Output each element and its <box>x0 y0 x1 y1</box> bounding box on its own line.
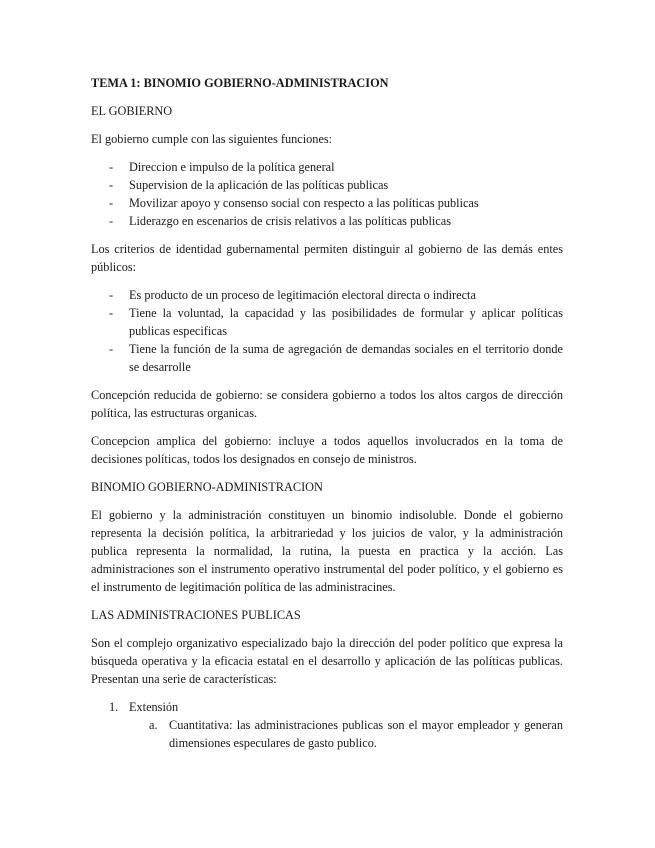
list-item: - Movilizar apoyo y consenso social con respecto a las políticas publicas <box>91 194 563 212</box>
list-marker: 1. <box>109 700 119 714</box>
funciones-list <box>91 158 563 230</box>
sub-list-item <box>129 716 563 752</box>
paragraph-binomio: El gobierno y la administración constituyen un binomio indisoluble. Donde el gobierno representa la decisión política, la arbitrariedad y los juicios de valor, y la administración publica representa la normalidad, la rutina, la puesta en practica y la acción. Las administraciones son el instrumento operativo instrumental del poder político, y el gobierno es el instrumento de legitimación política de las administracines. <box>91 508 563 594</box>
paragraph-concepcion-amplia: Concepcion amplica del gobierno: incluye a todos aquellos involucrados en la toma de decisiones políticas, todos los designados en consejo de ministros. <box>91 434 563 466</box>
list-item <box>91 698 563 752</box>
list-item-label: Extensión <box>129 700 179 714</box>
document-page <box>91 74 563 752</box>
document-title: TEMA 1: BINOMIO GOBIERNO-ADMINISTRACION <box>91 76 389 90</box>
list-item: - Supervision de la aplicación de las políticas publicas <box>91 176 563 194</box>
paragraph-funciones-intro: El gobierno cumple con las siguientes funciones: <box>91 132 333 146</box>
section-heading-gobierno: EL GOBIERNO <box>91 104 173 118</box>
paragraph-criterios-intro: Los criterios de identidad gubernamental permiten distinguir al gobierno de las demás entes públicos: <box>91 242 563 274</box>
sub-list-text: Cuantitativa: las administraciones publicas son el mayor empleador y generan dimensiones especulares de gasto publico. <box>169 718 563 750</box>
paragraph-administraciones: Son el complejo organizativo especializado bajo la dirección del poder político que expresa la búsqueda operativa y la eficacia estatal en el desarrollo y aplicación de las políticas publicas. Presentan una serie de características: <box>91 636 563 686</box>
criterios-list <box>91 286 563 376</box>
list-item: - Liderazgo en escenarios de crisis relativos a las políticas publicas <box>91 212 563 230</box>
list-item: - Tiene la voluntad, la capacidad y las posibilidades de formular y aplicar políticas publicas especificas <box>91 304 563 340</box>
list-item: - Tiene la función de la suma de agregación de demandas sociales en el territorio donde se desarrolle <box>91 340 563 376</box>
list-item: - Es producto de un proceso de legitimación electoral directa o indirecta <box>91 286 563 304</box>
sub-list-marker: a. <box>149 718 158 732</box>
section-heading-binomio: BINOMIO GOBIERNO-ADMINISTRACION <box>91 480 323 494</box>
section-heading-administraciones: LAS ADMINISTRACIONES PUBLICAS <box>91 608 301 622</box>
list-item: - Direccion e impulso de la política general <box>91 158 563 176</box>
paragraph-concepcion-reducida: Concepción reducida de gobierno: se considera gobierno a todos los altos cargos de dirección política, las estructuras organicas. <box>91 388 563 420</box>
sub-list <box>129 716 563 752</box>
caracteristicas-list <box>91 698 563 752</box>
